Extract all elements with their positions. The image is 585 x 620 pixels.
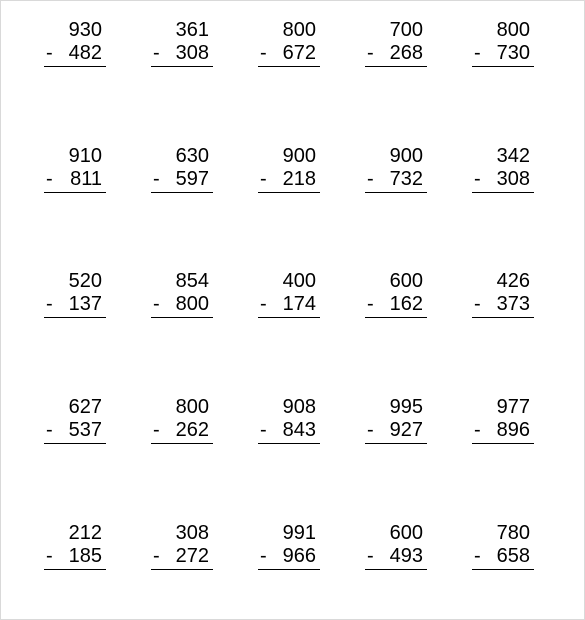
minus-sign: -: [260, 42, 267, 64]
answer-line: [44, 443, 106, 444]
subtraction-problem: [258, 19, 320, 69]
minuend: 342: [496, 145, 530, 167]
answer-line: [151, 66, 213, 67]
answer-line: [472, 569, 534, 570]
subtrahend: 185: [68, 545, 102, 567]
subtraction-problem: [365, 145, 427, 195]
minuend: 930: [68, 19, 102, 41]
minus-sign: -: [367, 545, 374, 567]
answer-line: [44, 192, 106, 193]
subtraction-problem: [365, 522, 427, 572]
answer-line: [365, 192, 427, 193]
answer-line: [365, 569, 427, 570]
subtraction-problem: [151, 522, 213, 572]
answer-line: [258, 569, 320, 570]
minuend: 627: [68, 396, 102, 418]
minus-sign: -: [367, 168, 374, 190]
subtrahend: 730: [496, 42, 530, 64]
subtraction-problem: [472, 19, 534, 69]
minus-sign: -: [46, 545, 53, 567]
subtraction-problem: [258, 270, 320, 320]
answer-line: [365, 317, 427, 318]
subtrahend: 896: [496, 419, 530, 441]
minus-sign: -: [367, 419, 374, 441]
answer-line: [472, 66, 534, 67]
minuend: 900: [389, 145, 423, 167]
minuend: 800: [496, 19, 530, 41]
minus-sign: -: [46, 168, 53, 190]
subtrahend: 537: [68, 419, 102, 441]
minus-sign: -: [153, 419, 160, 441]
minus-sign: -: [367, 42, 374, 64]
minuend: 212: [68, 522, 102, 544]
minuend: 800: [175, 396, 209, 418]
minuend: 630: [175, 145, 209, 167]
subtrahend: 308: [496, 168, 530, 190]
subtrahend: 262: [175, 419, 209, 441]
minus-sign: -: [260, 419, 267, 441]
answer-line: [44, 569, 106, 570]
minus-sign: -: [153, 293, 160, 315]
subtrahend: 137: [68, 293, 102, 315]
minuend: 908: [282, 396, 316, 418]
subtrahend: 597: [175, 168, 209, 190]
subtrahend: 482: [68, 42, 102, 64]
answer-line: [365, 66, 427, 67]
subtrahend: 800: [175, 293, 209, 315]
answer-line: [258, 443, 320, 444]
subtraction-problem: [472, 270, 534, 320]
minuend: 800: [282, 19, 316, 41]
answer-line: [472, 443, 534, 444]
subtraction-problem: [44, 19, 106, 69]
answer-line: [151, 317, 213, 318]
answer-line: [472, 192, 534, 193]
minus-sign: -: [474, 168, 481, 190]
minuend: 520: [68, 270, 102, 292]
minuend: 995: [389, 396, 423, 418]
subtrahend: 811: [70, 168, 102, 190]
answer-line: [365, 443, 427, 444]
minuend: 910: [68, 145, 102, 167]
minuend: 400: [282, 270, 316, 292]
subtraction-problem: [151, 396, 213, 446]
answer-line: [258, 192, 320, 193]
subtraction-problem: [44, 396, 106, 446]
subtraction-problem: [151, 270, 213, 320]
minuend: 700: [389, 19, 423, 41]
minuend: 361: [175, 19, 209, 41]
subtraction-problem: [258, 145, 320, 195]
minus-sign: -: [260, 168, 267, 190]
answer-line: [151, 443, 213, 444]
subtraction-problem: [258, 396, 320, 446]
minuend: 600: [389, 270, 423, 292]
minus-sign: -: [474, 293, 481, 315]
subtraction-problem: [472, 522, 534, 572]
minuend: 900: [282, 145, 316, 167]
subtrahend: 732: [389, 168, 423, 190]
subtrahend: 308: [175, 42, 209, 64]
minus-sign: -: [367, 293, 374, 315]
subtrahend: 272: [175, 545, 209, 567]
subtraction-problem: [472, 396, 534, 446]
minus-sign: -: [474, 545, 481, 567]
subtrahend: 843: [282, 419, 316, 441]
answer-line: [258, 317, 320, 318]
minus-sign: -: [153, 168, 160, 190]
minuend: 600: [389, 522, 423, 544]
answer-line: [258, 66, 320, 67]
subtraction-problem: [365, 270, 427, 320]
minuend: 854: [175, 270, 209, 292]
subtraction-problem: [365, 396, 427, 446]
subtraction-problem: [44, 522, 106, 572]
minus-sign: -: [46, 419, 53, 441]
minus-sign: -: [46, 293, 53, 315]
subtrahend: 966: [282, 545, 316, 567]
subtraction-problem: [44, 145, 106, 195]
subtraction-problem: [258, 522, 320, 572]
subtrahend: 162: [389, 293, 423, 315]
minuend: 308: [175, 522, 209, 544]
minuend: 991: [282, 522, 316, 544]
subtrahend: 658: [496, 545, 530, 567]
subtrahend: 373: [496, 293, 530, 315]
answer-line: [472, 317, 534, 318]
subtraction-problem: [365, 19, 427, 69]
subtrahend: 174: [282, 293, 316, 315]
answer-line: [44, 66, 106, 67]
subtrahend: 927: [389, 419, 423, 441]
minus-sign: -: [153, 42, 160, 64]
minus-sign: -: [46, 42, 53, 64]
minus-sign: -: [260, 545, 267, 567]
minus-sign: -: [474, 42, 481, 64]
answer-line: [44, 317, 106, 318]
answer-line: [151, 569, 213, 570]
minus-sign: -: [260, 293, 267, 315]
subtrahend: 218: [282, 168, 316, 190]
minus-sign: -: [153, 545, 160, 567]
subtraction-problem: [151, 19, 213, 69]
subtrahend: 493: [389, 545, 423, 567]
minus-sign: -: [474, 419, 481, 441]
subtraction-problem: [44, 270, 106, 320]
subtraction-problem: [151, 145, 213, 195]
answer-line: [151, 192, 213, 193]
minuend: 426: [496, 270, 530, 292]
minuend: 780: [496, 522, 530, 544]
subtraction-problem: [472, 145, 534, 195]
minuend: 977: [496, 396, 530, 418]
subtrahend: 672: [282, 42, 316, 64]
subtrahend: 268: [389, 42, 423, 64]
